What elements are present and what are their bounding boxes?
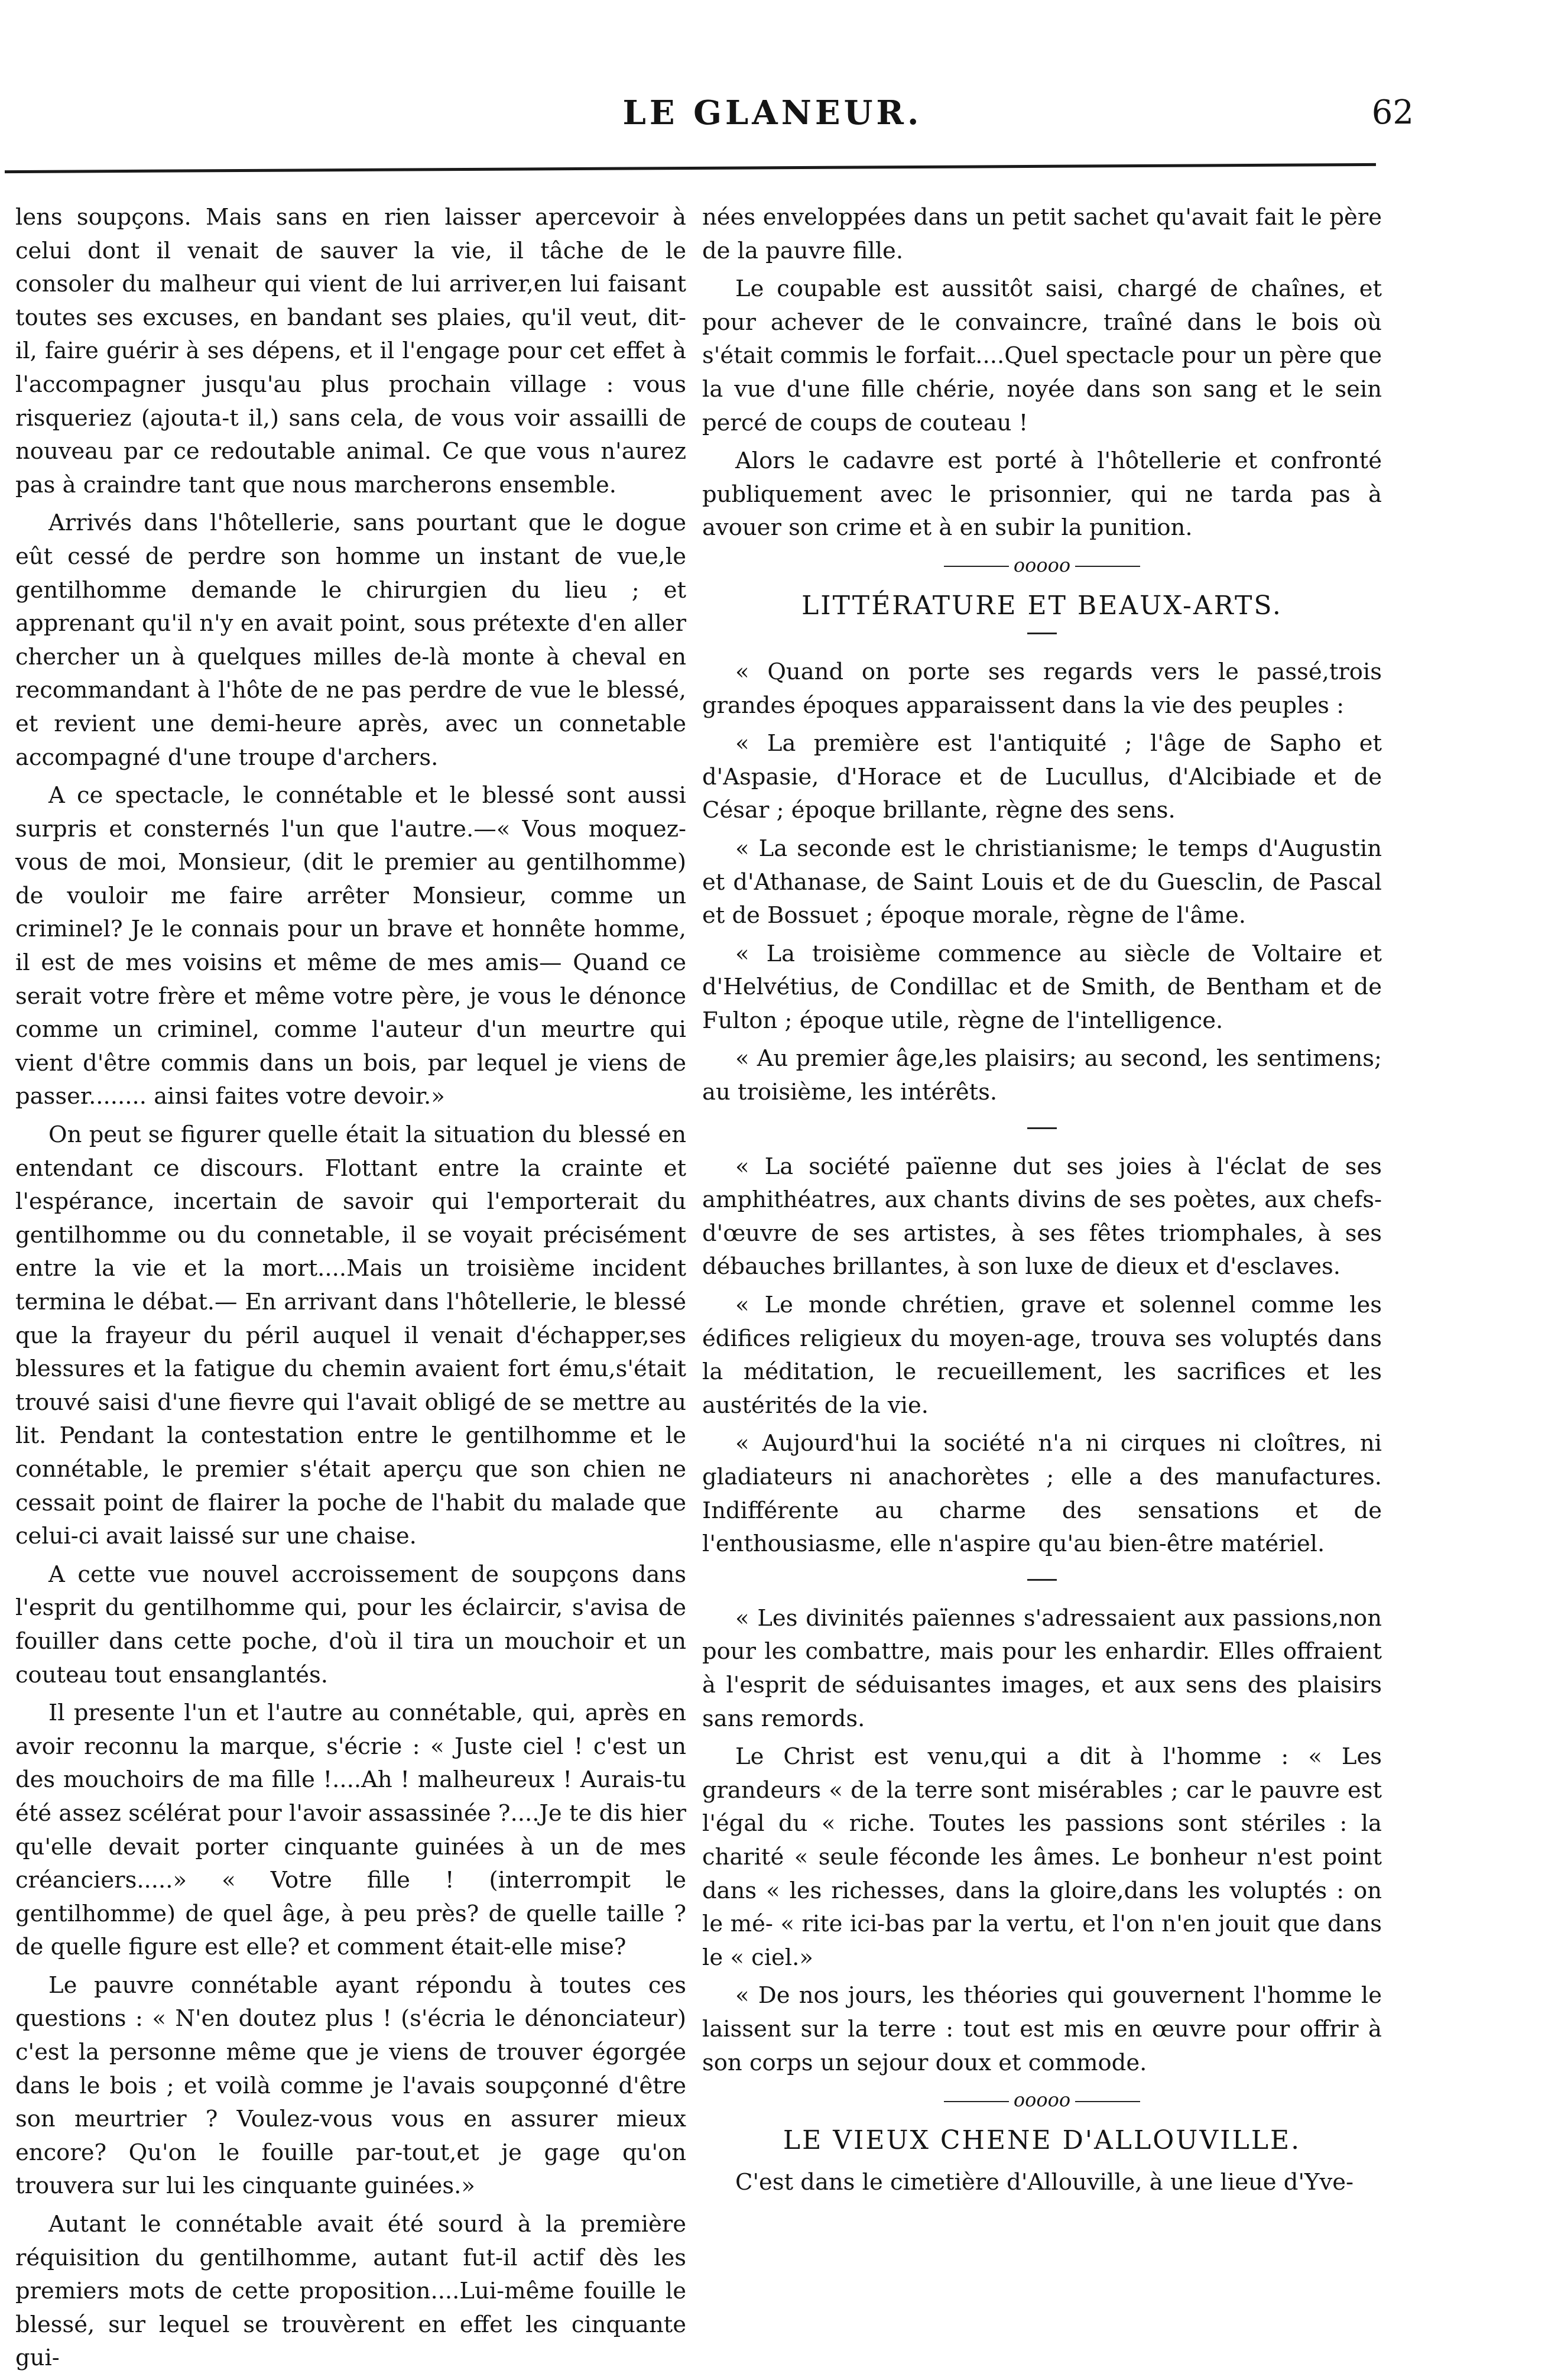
section-dash (1027, 1127, 1057, 1129)
separator-ornament (702, 2086, 1382, 2114)
separator-line (944, 566, 1009, 567)
separator-line (1075, 2101, 1140, 2102)
section-dash (1027, 633, 1057, 634)
paragraph: Autant le connétable avait été sourd à la première réquisition du gentilhomme, autant fut-il actif dès les premiers mots de cette proposition....Lui-même fouille le blessé, sur lequel se trouvèrent en effet les cinquante gui- (15, 2211, 686, 2372)
paragraph: « La première est l'antiquité ; l'âge de Sapho et d'Aspasie, d'Horace et de Lucullus, d'Alcibiade et de César ; époque brillante, règne des sens. (702, 730, 1382, 824)
paragraph: Le coupable est aussitôt saisi, chargé de chaînes, et pour achever de le convaincre, traîné dans le bois où s'était commis le forfait....Quel spectacle pour un père que la vue d'une fille chérie, noyée dans son sang et le sein percé de coups de couteau ! (702, 275, 1382, 436)
section-dash (1027, 1579, 1057, 1581)
paragraph: Alors le cadavre est porté à l'hôtellerie et confronté publiquement avec le prisonnier, qui ne tarda pas à avouer son crime et à en subir la punition. (702, 448, 1382, 542)
paragraph: « Les divinités païennes s'adressaient aux passions,non pour les combattre, mais pour les enhardir. Elles offraient à l'esprit de séduisantes images, et aux sens des plaisirs sans remords. (702, 1604, 1382, 1732)
paragraph: A cette vue nouvel accroissement de soupçons dans l'esprit du gentilhomme qui, pour les éclaircir, s'avisa de fouiller dans cette poche, d'où il tira un mouchoir et un couteau tout ensanglantés. (15, 1561, 686, 1688)
paragraph: « La seconde est le christianisme; le temps d'Augustin et d'Athanase, de Saint Louis et de du Guesclin, de Pascal et de Bossuet ; époque morale, règne de l'âme. (702, 835, 1382, 929)
paragraph: On peut se figurer quelle était la situation du blessé en entendant ce discours. Flottant entre la crainte et l'espérance, incertain de savoir qui l'emporterait du gentilhomme ou du connetable, il se voyait précisément entre la vie et la mort....Mais un troisième incident termina le débat.— En arrivant dans l'hôtellerie, le blessé que la frayeur du péril auquel il venait d'échapper,ses blessures et la fatigue du chemin avaient fort ému,s'était trouvé saisi d'une fievre qui l'avait obligé de se mettre au lit. Pendant la contestation entre le gentilhomme et le connétable, le premier s'était aperçu que son chien ne cessait point de flairer la poche de l'habit du malade que celui-ci avait laissé sur une chaise. (15, 1121, 686, 1550)
paragraph: Le pauvre connétable ayant répondu à toutes ces questions : « N'en doutez plus ! (s'écria le dénonciateur) c'est la personne même que je viens de trouver égorgée dans le bois ; et voilà comme je l'avais soupçonné d'être son meurtrier ? Voulez-vous vous en assurer mieux encore? Qu'on le fouille par-tout,et je gage qu'on trouvera sur lui les cinquante guinées.» (15, 1972, 686, 2200)
paragraph: « Quand on porte ses regards vers le passé,trois grandes époques apparaissent dans la vie des peuples : (702, 658, 1382, 719)
paragraph: « La société païenne dut ses joies à l'éclat de ses amphithéatres, aux chants divins de ses poètes, aux chefs-d'œuvre de ses artistes, à ses fêtes triomphales, à ses débauches brillantes, à son luxe de dieux et d'esclaves. (702, 1153, 1382, 1280)
paragraph: A ce spectacle, le connétable et le blessé sont aussi surpris et consternés l'un que l'autre.—« Vous moquez-vous de moi, Monsieur, (dit le premier au gentilhomme) de vouloir me faire arrêter Monsieur, comme un criminel? Je le connais pour un brave et honnête homme, il est de mes voisins et même de mes amis— Quand ce serait votre frère et même votre père, je vous le dénonce comme un criminel, comme l'auteur d'un meurtre qui vient d'être commis dans un bois, par lequel je viens de passer........ ainsi faites votre devoir.» (15, 782, 686, 1110)
page-number: 62 (1371, 93, 1414, 132)
separator-line (1075, 566, 1140, 567)
paragraph: Le Christ est venu,qui a dit à l'homme : « Les grandeurs « de la terre sont misérables ; car le pauvre est l'égal du « riche. Toutes les passions sont stériles : la charité « seule féconde les âmes. Le bonheur n'est point dans « les richesses, dans la gloire,dans les voluptés : on le mé- « rite ici-bas par la vertu, et l'on n'en jouit que dans le « ciel.» (702, 1743, 1382, 1971)
paragraph: Il presente l'un et l'autre au connétable, qui, après en avoir reconnu la marque, s'écrie : « Juste ciel ! c'est un des mouchoirs de ma fille !....Ah ! malheureux ! Aurais-tu été assez scélérat pour l'avoir assassinée ?....Je te dis hier qu'elle devait porter cinquante guinées à un de mes créanciers.....» « Votre fille ! (interrompit le gentilhomme) de quel âge, à peu près? de quelle taille ? de quelle figure est elle? et comment était-elle mise? (15, 1700, 686, 1961)
paragraph: lens soupçons. Mais sans en rien laisser apercevoir à celui dont il venait de sauver la vie, il tâche de le consoler du malheur qui vient de lui arriver,en lui faisant toutes ses excuses, en bandant ses plaies, qu'il veut, dit-il, faire guérir à ses dépens, et il l'engage pour cet effet à l'accompagner jusqu'au plus prochain village : vous risqueriez (ajouta-t il,) sans cela, de vous voir assailli de nouveau par ce redoutable animal. Ce que vous n'aurez pas à craindre tant que nous marcherons ensemble. (15, 204, 686, 498)
section-title-litterature: LITTÉRATURE ET BEAUX-ARTS. (801, 590, 1283, 621)
page-title: LE GLANEUR. (622, 93, 923, 132)
paragraph: C'est dans le cimetière d'Allouville, à une lieue d'Yve- (735, 2169, 1354, 2196)
section-title-vieux-chene: LE VIEUX CHENE D'ALLOUVILLE. (783, 2125, 1301, 2156)
paragraph: nées enveloppées dans un petit sachet qu'avait fait le père de la pauvre fille. (702, 204, 1382, 264)
separator-ornament (702, 551, 1382, 579)
paragraph: « De nos jours, les théories qui gouvernent l'homme le laissent sur la terre : tout est mis en œuvre pour offrir à son corps un sejour doux et commode. (702, 1982, 1382, 2076)
separator-text: ooooo (1013, 553, 1071, 576)
paragraph: « Aujourd'hui la société n'a ni cirques ni cloîtres, ni gladiateurs ni anachorètes ; elle a des manufactures. Indifférente au charme des sensations et de l'enthousiasme, elle n'aspire qu'au bien-être matériel. (702, 1430, 1382, 1558)
paragraph: « Le monde chrétien, grave et solennel comme les édifices religieux du moyen-age, trouva ses voluptés dans la méditation, le recueillement, les sacrifices et les austérités de la vie. (702, 1292, 1382, 1419)
paragraph: « Au premier âge,les plaisirs; au second, les sentimens; au troisième, les intérêts. (702, 1045, 1382, 1106)
page-header (0, 93, 1545, 158)
separator-line (944, 2101, 1009, 2102)
paragraph: « La troisième commence au siècle de Voltaire et d'Helvétius, de Condillac et de Smith, de Bentham et de Fulton ; époque utile, règne de l'intelligence. (702, 940, 1382, 1034)
header-rule (5, 163, 1376, 173)
paragraph: Arrivés dans l'hôtellerie, sans pourtant que le dogue eût cessé de perdre son homme un instant de vue,le gentilhomme demande le chirurgien du lieu ; et apprenant qu'il n'y en avait point, sous prétexte d'en aller chercher un à quelques milles de-là monte à cheval en recommandant à l'hôte de ne pas perdre de vue le blessé, et revient une demi-heure après, avec un connetable accompagné d'une troupe d'archers. (15, 510, 686, 771)
left-column (15, 201, 686, 2380)
right-column (702, 201, 1382, 2204)
separator-text: ooooo (1013, 2089, 1071, 2112)
